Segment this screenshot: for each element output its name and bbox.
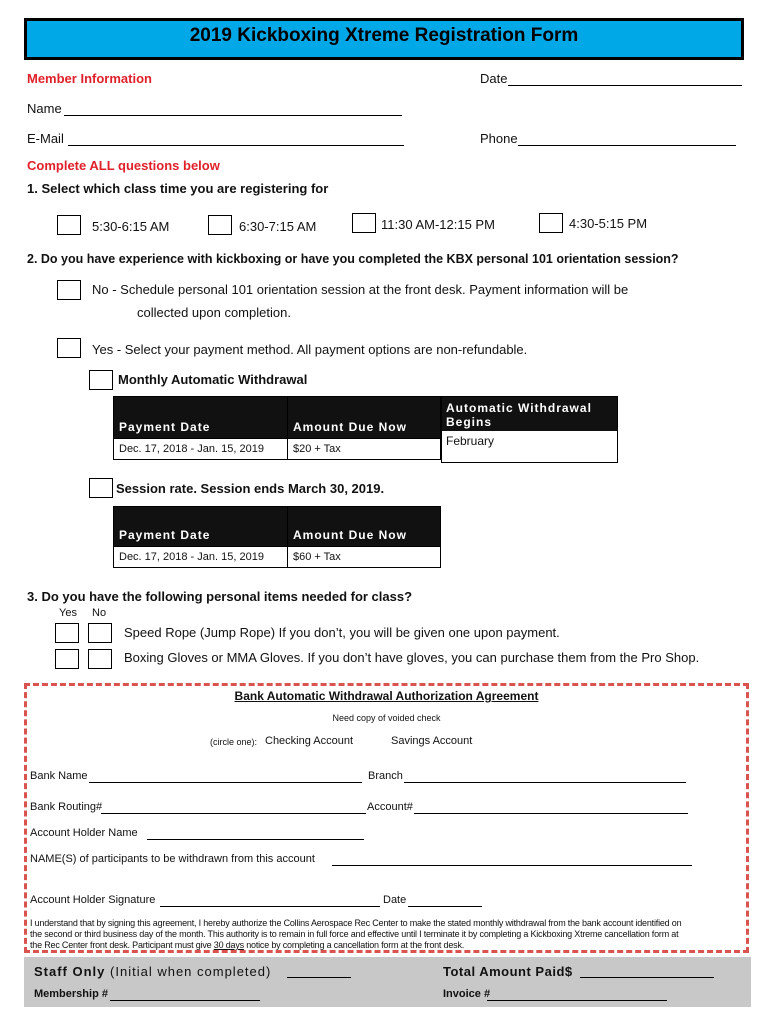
- checkbox-time-4[interactable]: [539, 213, 563, 233]
- membership-label: Membership #: [34, 988, 108, 1000]
- member-info-heading: Member Information: [27, 71, 152, 86]
- authorization-line-3: [30, 940, 745, 951]
- session-label: Session rate. Session ends March 30, 2019.: [116, 481, 385, 496]
- branch-field[interactable]: [404, 782, 686, 783]
- time-option-4: 4:30-5:15 PM: [569, 216, 648, 231]
- bank-authorization-box: [24, 683, 749, 953]
- holder-name-field[interactable]: [147, 839, 364, 840]
- holder-name-label: Account Holder Name: [30, 827, 138, 839]
- no-column-label: No: [92, 607, 107, 619]
- monthly-row-amount: $20 + Tax: [287, 439, 440, 460]
- bank-name-field[interactable]: [89, 782, 362, 783]
- session-header-date: Payment Date: [114, 507, 288, 547]
- branch-label: Branch: [368, 770, 403, 782]
- bank-name-label: Bank Name: [30, 770, 88, 782]
- monthly-header-begins: Automatic Withdrawal Begins: [442, 397, 617, 431]
- account-label: Account#: [367, 801, 413, 813]
- checkbox-rope-no[interactable]: [88, 623, 112, 643]
- authorization-line-3a: the Rec Center front desk. Participant must give: [30, 940, 214, 950]
- authorization-line-3c: notice by completing a cancellation form at the front desk.: [243, 940, 465, 950]
- checkbox-time-2[interactable]: [208, 215, 232, 235]
- routing-label: Bank Routing#: [30, 801, 103, 813]
- monthly-row-begins: February: [446, 434, 495, 448]
- session-table: [113, 506, 441, 568]
- monthly-header-date: Payment Date: [114, 397, 288, 439]
- monthly-label: Monthly Automatic Withdrawal: [118, 372, 308, 387]
- page-title: 2019 Kickboxing Xtreme Registration Form: [189, 25, 579, 46]
- email-field[interactable]: [68, 145, 404, 146]
- session-row-amount: $60 + Tax: [287, 547, 440, 568]
- question-1: 1. Select which class time you are registering for: [27, 181, 329, 196]
- gloves-item: Boxing Gloves or MMA Gloves. If you don’t have gloves, you can purchase them from the Pro Shop.: [124, 650, 700, 665]
- account-field[interactable]: [414, 813, 688, 814]
- session-row-date: Dec. 17, 2018 - Jan. 15, 2019: [114, 547, 288, 568]
- session-header-amount: Amount Due Now: [287, 507, 440, 547]
- total-paid-field[interactable]: [580, 977, 714, 978]
- authorization-text: [30, 918, 745, 951]
- checkbox-monthly[interactable]: [89, 370, 113, 390]
- complete-note: Complete ALL questions below: [27, 158, 220, 173]
- date-field[interactable]: [508, 85, 742, 86]
- staff-initial-field[interactable]: [287, 977, 351, 978]
- checkbox-rope-yes[interactable]: [55, 623, 79, 643]
- no-option-line-2: collected upon completion.: [137, 305, 291, 320]
- total-paid-label: Total Amount Paid$: [443, 964, 573, 979]
- checkbox-no-experience[interactable]: [57, 280, 81, 300]
- name-label: Name: [27, 101, 62, 116]
- question-3: 3. Do you have the following personal items needed for class?: [27, 589, 413, 604]
- monthly-table: [113, 396, 441, 460]
- voided-check-note: Need copy of voided check: [332, 713, 441, 723]
- title-bar: [24, 18, 744, 60]
- phone-field[interactable]: [518, 145, 736, 146]
- checkbox-gloves-yes[interactable]: [55, 649, 79, 669]
- checkbox-session[interactable]: [89, 478, 113, 498]
- checkbox-time-3[interactable]: [352, 213, 376, 233]
- rope-item: Speed Rope (Jump Rope) If you don’t, you will be given one upon payment.: [124, 625, 560, 640]
- membership-field[interactable]: [110, 1000, 260, 1001]
- sig-date-field[interactable]: [408, 906, 482, 907]
- checkbox-gloves-no[interactable]: [88, 649, 112, 669]
- phone-label: Phone: [480, 131, 518, 146]
- invoice-field[interactable]: [487, 1000, 667, 1001]
- question-2: 2. Do you have experience with kickboxing or have you completed the KBX personal 101 orientation session?: [27, 252, 679, 266]
- sig-date-label: Date: [383, 894, 407, 906]
- initial-note: (Initial when completed): [110, 964, 272, 979]
- time-option-1: 5:30-6:15 AM: [92, 219, 170, 234]
- signature-field[interactable]: [160, 906, 380, 907]
- savings-account-option[interactable]: Savings Account: [391, 735, 473, 747]
- checkbox-time-1[interactable]: [57, 215, 81, 235]
- no-option-line-1: No - Schedule personal 101 orientation session at the front desk. Payment information will be: [92, 282, 629, 297]
- checkbox-yes-experience[interactable]: [57, 338, 81, 358]
- circle-one-note: (circle one):: [210, 737, 258, 747]
- invoice-label: Invoice #: [443, 988, 491, 1000]
- time-option-3: 11:30 AM-12:15 PM: [381, 217, 495, 232]
- participants-field[interactable]: [332, 865, 692, 866]
- time-option-2: 6:30-7:15 AM: [239, 219, 317, 234]
- authorization-line-2: the second or third business day of the month. This authority is to remain in full force and effective until I terminate it by completing a Kickboxing Xtreme cancellation form at: [30, 929, 679, 939]
- notice-days: 30 days: [213, 940, 244, 950]
- signature-label: Account Holder Signature: [30, 894, 156, 906]
- name-field[interactable]: [64, 115, 402, 116]
- date-label: Date: [480, 71, 508, 86]
- yes-option-text: Yes - Select your payment method. All payment options are non-refundable.: [92, 342, 528, 357]
- participants-label: NAME(S) of participants to be withdrawn from this account: [30, 853, 315, 865]
- monthly-begins-cell: [441, 396, 618, 463]
- authorization-line-1: I understand that by signing this agreement, I hereby authorize the Collins Aerospace Rec Center to make the stated monthly withdrawal from the bank account identified on: [30, 918, 682, 928]
- staff-only-row: [34, 964, 271, 979]
- staff-only-label: Staff Only: [34, 964, 106, 979]
- monthly-header-amount: Amount Due Now: [287, 397, 440, 439]
- bank-title: Bank Automatic Withdrawal Authorization Agreement: [234, 689, 539, 703]
- checking-account-option[interactable]: Checking Account: [265, 735, 354, 747]
- routing-field[interactable]: [101, 813, 366, 814]
- email-label: E-Mail: [27, 131, 64, 146]
- monthly-row-date: Dec. 17, 2018 - Jan. 15, 2019: [114, 439, 288, 460]
- yes-column-label: Yes: [59, 607, 77, 619]
